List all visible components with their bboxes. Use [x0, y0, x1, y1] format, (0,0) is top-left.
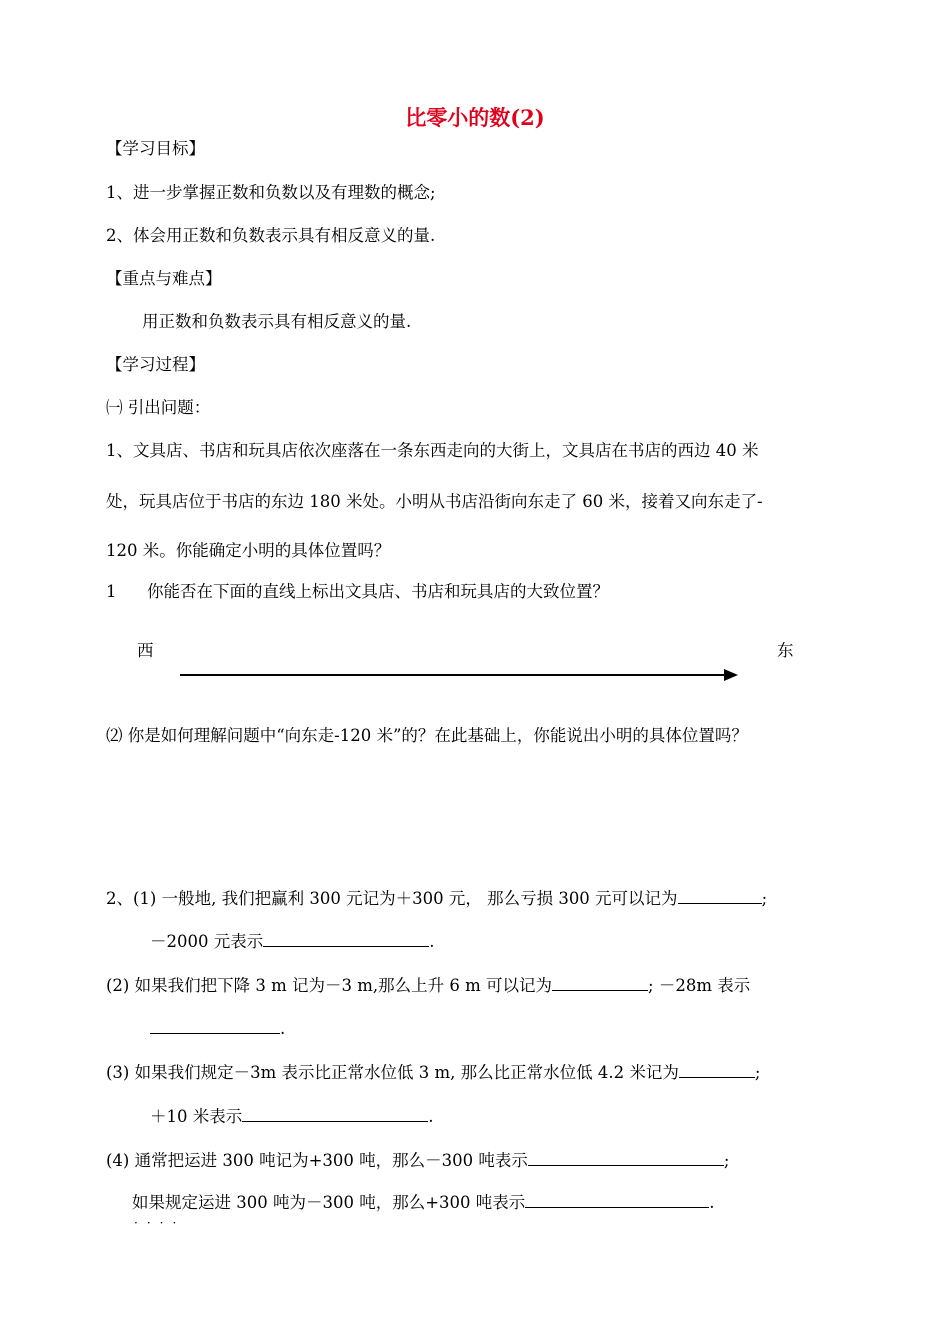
exercise-4-line-2: [132, 1191, 715, 1214]
objective-item-2: 2、体会用正数和负数表示具有相反意义的量.: [106, 226, 436, 245]
page-title: 比零小的数(2): [405, 105, 545, 130]
exercise-3-line-1: [106, 1061, 760, 1084]
problem-1-line-2: 处，玩具店位于书店的东边 180 米处。小明从书店沿街向东走了 60 米，接着又向东走了-: [106, 492, 763, 511]
question-1-text: 你能否在下面的直线上标出文具店、书店和玩具店的大致位置？: [147, 582, 609, 601]
exercise-3b-text: ＋10 米表示: [150, 1107, 243, 1126]
process-heading: 【学习过程】: [106, 355, 205, 374]
key-points-text: 用正数和负数表示具有相反意义的量.: [142, 312, 412, 331]
answer-blank-6[interactable]: [242, 1105, 428, 1122]
exercise-2-end: ; －28m 表示: [648, 976, 751, 995]
question-2-text: ⑵ 你是如何理解问题中“向东走-120 米”的？在此基础上，你能说出小明的具体位置吗？: [106, 726, 748, 745]
exercise-4b-end: .: [709, 1193, 715, 1212]
exercise-3-line-2: [150, 1105, 434, 1128]
exercise-3b-end: .: [428, 1107, 434, 1126]
exercise-1-text: 2、(1) 一般地, 我们把赢利 300 元记为＋300 元， 那么亏损 300 元可以记为: [106, 889, 678, 908]
exercise-1-end: ;: [761, 889, 768, 908]
exercise-4-text: (4) 通常把运进 300 吨记为+300 吨，那么－300 吨表示: [106, 1151, 528, 1170]
question-1-number: 1: [106, 582, 117, 601]
answer-blank-7[interactable]: [528, 1149, 724, 1166]
answer-blank-5[interactable]: [679, 1061, 755, 1078]
objectives-heading: 【学习目标】: [106, 139, 205, 158]
exercise-1-line-1: [106, 887, 767, 910]
exercise-3-end: ;: [754, 1063, 761, 1082]
east-label: 东: [777, 641, 794, 660]
key-points-heading: 【重点与难点】: [106, 269, 222, 288]
exercise-3-text: (3) 如果我们规定－3m 表示比正常水位低 3 m, 那么比正常水位低 4.2 米记为: [106, 1063, 679, 1082]
objective-item-1: 1、进一步掌握正数和负数以及有理数的概念;: [106, 183, 436, 202]
answer-blank-8[interactable]: [525, 1191, 709, 1208]
exercise-4b-text: 如果规定运进 300 吨为－300 吨，那么+300 吨表示: [132, 1193, 526, 1212]
exercise-1b-end: .: [429, 932, 435, 951]
exercise-2-text: (2) 如果我们把下降 3 m 记为－3 m,那么上升 6 m 可以记为: [106, 976, 553, 995]
exercise-2-line-1: [106, 974, 750, 997]
exercise-2-line-2: [150, 1017, 285, 1040]
arrow-head-icon: [724, 669, 738, 681]
number-line: [180, 674, 728, 676]
exercise-1-line-2: [150, 930, 435, 953]
answer-blank-3[interactable]: [552, 974, 648, 991]
exercise-2b-end: .: [280, 1019, 286, 1038]
answer-blank-2[interactable]: [263, 930, 429, 947]
section-1-heading: ㈠ 引出问题：: [106, 398, 211, 417]
exercise-1b-text: －2000 元表示: [150, 932, 264, 951]
emphasis-dots: ····: [134, 1216, 186, 1230]
answer-blank-1[interactable]: [678, 887, 762, 904]
answer-blank-4[interactable]: [150, 1017, 280, 1034]
problem-1-line-1: 1、文具店、书店和玩具店依次座落在一条东西走向的大街上，文具店在书店的西边 40 米: [106, 441, 759, 460]
exercise-4-end: ;: [723, 1151, 730, 1170]
problem-1-line-3: 120 米。你能确定小明的具体位置吗？: [106, 541, 391, 560]
exercise-4-line-1: [106, 1149, 729, 1172]
west-label: 西: [137, 641, 154, 660]
